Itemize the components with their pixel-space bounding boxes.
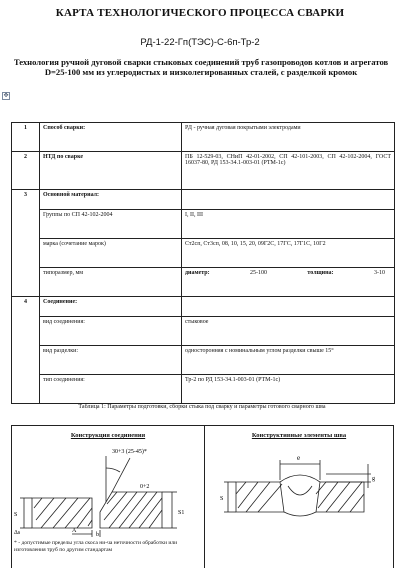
joint-kind-label: вид соединения: — [40, 317, 182, 346]
s-label-right: S — [220, 496, 224, 502]
joint-type-value: Тр-2 по РД 153-34.1-003-01 (РТМ-1с) — [182, 375, 395, 404]
table-row — [12, 297, 395, 317]
a-label: A — [72, 528, 77, 534]
row-number: 4 — [12, 297, 40, 404]
groups-value: I, II, III — [182, 210, 395, 239]
table-row — [12, 239, 395, 268]
joint-label: Соединение: — [40, 297, 182, 317]
process-table — [11, 122, 395, 404]
g-label: g — [372, 476, 375, 482]
zero-two-label: 0+2 — [140, 484, 150, 490]
table-row — [12, 123, 395, 152]
joint-kind-value: стыковое — [182, 317, 395, 346]
table-row — [12, 268, 395, 297]
row-number: 3 — [12, 190, 40, 297]
preparation-label: вид разделки: — [40, 346, 182, 375]
table-row — [12, 317, 395, 346]
diameter-value: 25-100 — [250, 270, 268, 276]
diameter-label: диаметр: — [185, 270, 210, 276]
weld-elements-title: Конструктивные элементы шва — [251, 432, 347, 439]
thickness-value: 3-10 — [373, 270, 385, 276]
b-label: b — [96, 532, 99, 538]
document-title: КАРТА ТЕХНОЛОГИЧЕСКОГО ПРОЦЕССА СВАРКИ — [55, 7, 345, 19]
preparation-value: односторонняя с номинальным углом разделки свыше 15° — [182, 346, 395, 375]
document-code: РД-1-22-Гп(ТЭС)-С-6п-Тр-2 — [140, 37, 260, 48]
row-number: 2 — [12, 152, 40, 190]
e-label: e — [297, 454, 301, 462]
thickness-label: толщина: — [307, 270, 334, 276]
ntd-label: НТД по сварке — [40, 152, 182, 190]
s1-label: S1 — [178, 510, 185, 516]
table-row — [12, 190, 395, 210]
grade-value: Ст2сп, Ст3сп, 08, 10, 15, 20, 09Г2С, 17ГС, 17Г1С, 10Г2 — [182, 239, 395, 268]
groups-label: Группы по СП 42-102-2004 — [40, 210, 182, 239]
table-row — [12, 152, 395, 190]
joint-type-label: тип соединения: — [40, 375, 182, 404]
table-row — [12, 210, 395, 239]
document-subtitle: Технология ручной дуговой сварки стыковых соединений труб газопроводов котлов и агрегатов D=25-100 мм из углеродистых и низколегированных сталей, с разделкой кромок — [13, 57, 389, 78]
grade-label: марка (сочетание марок) — [40, 239, 182, 268]
table-caption: Таблица 1: Параметры подготовки, сборки стыка под сварку и параметры готового сварного шва — [78, 404, 326, 410]
angle-label: 30+3 (25-45)* — [112, 449, 147, 455]
table-row — [12, 375, 395, 404]
base-material-label: Основной материал: — [40, 190, 182, 210]
joint-design-title: Конструкция соединения — [70, 432, 146, 439]
size-label: типоразмер, мм — [40, 268, 182, 297]
figures-divider — [204, 425, 205, 568]
welding-method-label: Способ сварки: — [40, 123, 182, 152]
table-move-handle-icon[interactable]: ✥ — [3, 92, 9, 99]
s-label: S — [14, 512, 18, 518]
footnote: * - допустимые пределы угла скоса ни-ча неточности обработки или изготовления труб по другим стандартам — [14, 540, 178, 554]
welding-method-value: РД - ручная дуговая покрытыми электродами — [182, 123, 395, 152]
delta-s-label: Δs — [14, 530, 21, 536]
row-number: 1 — [12, 123, 40, 152]
joint-design-drawing — [12, 442, 204, 538]
table-row — [12, 346, 395, 375]
weld-elements-drawing — [206, 442, 392, 538]
ntd-value: ПБ 12-529-03, СНиП 42-01-2002, СП 42-101-2003, СП 42-102-2004, ГОСТ 16037-80, РД 153-34.1-003-01 (РТМ-1с) — [182, 152, 395, 190]
